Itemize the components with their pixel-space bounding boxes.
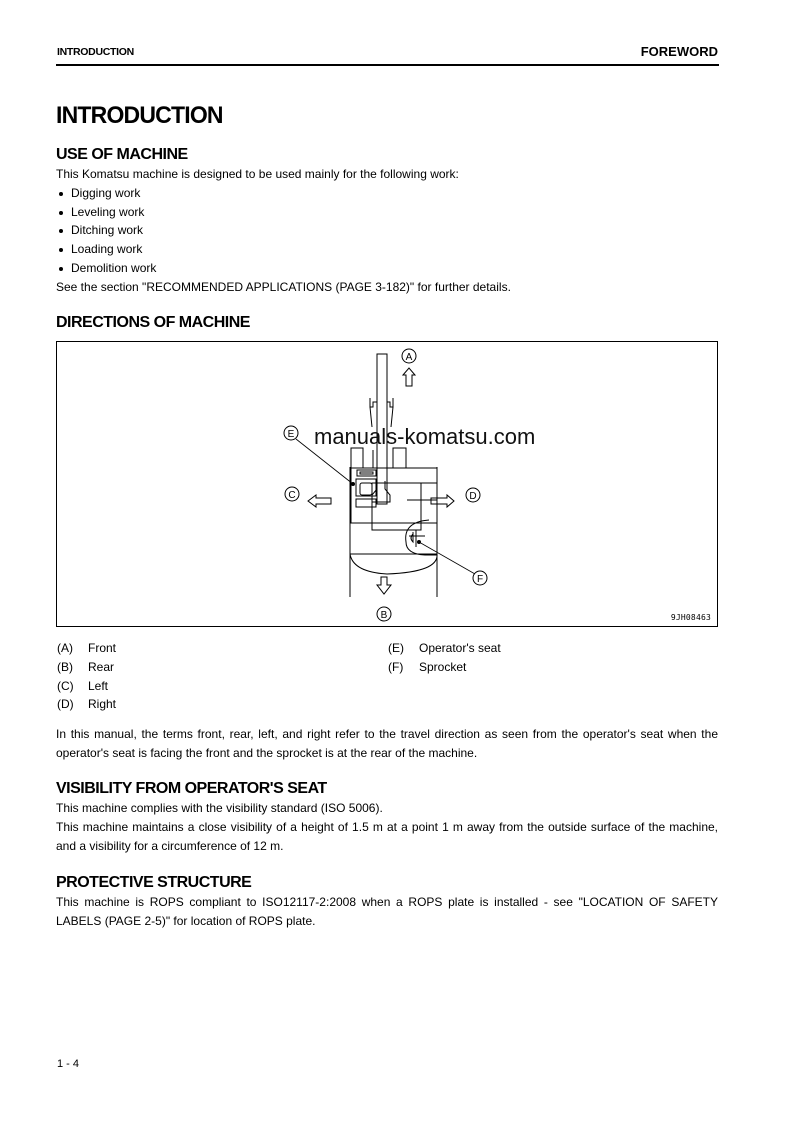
figure-id: 9JH08463: [670, 613, 711, 622]
list-item: Leveling work: [56, 203, 511, 222]
running-header-section: INTRODUCTION: [57, 46, 134, 58]
legend-item: (B) Rear: [57, 659, 115, 674]
list-item: Demolition work: [56, 259, 511, 278]
visibility-para-2: This machine maintains a close visibility of a height of 1.5 m at a point 1 m away from the outside surface of the machine, and a visibility for a circumference of 12 m.: [56, 820, 718, 853]
callout-e: E: [287, 429, 295, 440]
callout-a: A: [405, 352, 413, 363]
callout-b: B: [380, 610, 388, 621]
use-of-machine-section: [56, 165, 511, 297]
legend-item: (D) Right: [57, 697, 117, 712]
heading-protective-structure: PROTECTIVE STRUCTURE: [56, 874, 252, 891]
directions-note: In this manual, the terms front, rear, left, and right refer to the travel direction as seen from the operator's seat when the operator's seat is facing the front and the sprocket is at the rear of the machine.: [56, 727, 718, 760]
use-of-machine-intro: This Komatsu machine is designed to be used mainly for the following work:: [56, 167, 459, 181]
legend-left: [57, 639, 116, 714]
visibility-para-1: This machine complies with the visibility standard (ISO 5006).: [56, 801, 383, 815]
callout-f: F: [476, 574, 484, 585]
heading-visibility: VISIBILITY FROM OPERATOR'S SEAT: [56, 780, 327, 797]
protective-para: This machine is ROPS compliant to ISO12117-2:2008 when a ROPS plate is installed - see "LOCATION OF SAFETY LABELS (PAGE 2-5)" for location of ROPS plate.: [56, 895, 718, 928]
callout-c: C: [288, 490, 296, 501]
heading-directions: DIRECTIONS OF MACHINE: [56, 314, 250, 331]
legend-item: (C) Left: [57, 678, 109, 693]
machine-top-view-diagram: [57, 342, 719, 628]
callout-d: D: [469, 491, 477, 502]
page-number: 1 - 4: [57, 1058, 80, 1070]
running-header-chapter: FOREWORD: [640, 44, 718, 59]
see-also-link-text: See the section "RECOMMENDED APPLICATIONS (PAGE 3-182)" for further details.: [56, 279, 511, 294]
legend-item: (F) Sprocket: [388, 659, 467, 674]
legend-item: (A) Front: [57, 641, 117, 655]
list-item: Ditching work: [56, 221, 511, 240]
heading-use-of-machine: USE OF MACHINE: [56, 146, 188, 163]
header-rule: [56, 64, 719, 66]
list-item: Digging work: [56, 184, 511, 203]
directions-figure: [56, 341, 718, 627]
legend-right: [388, 639, 501, 677]
legend-item: (E) Operator's seat: [388, 641, 501, 655]
list-item: Loading work: [56, 240, 511, 259]
page-title: INTRODUCTION: [56, 101, 223, 129]
watermark: manuals-komatsu.com: [314, 424, 536, 449]
